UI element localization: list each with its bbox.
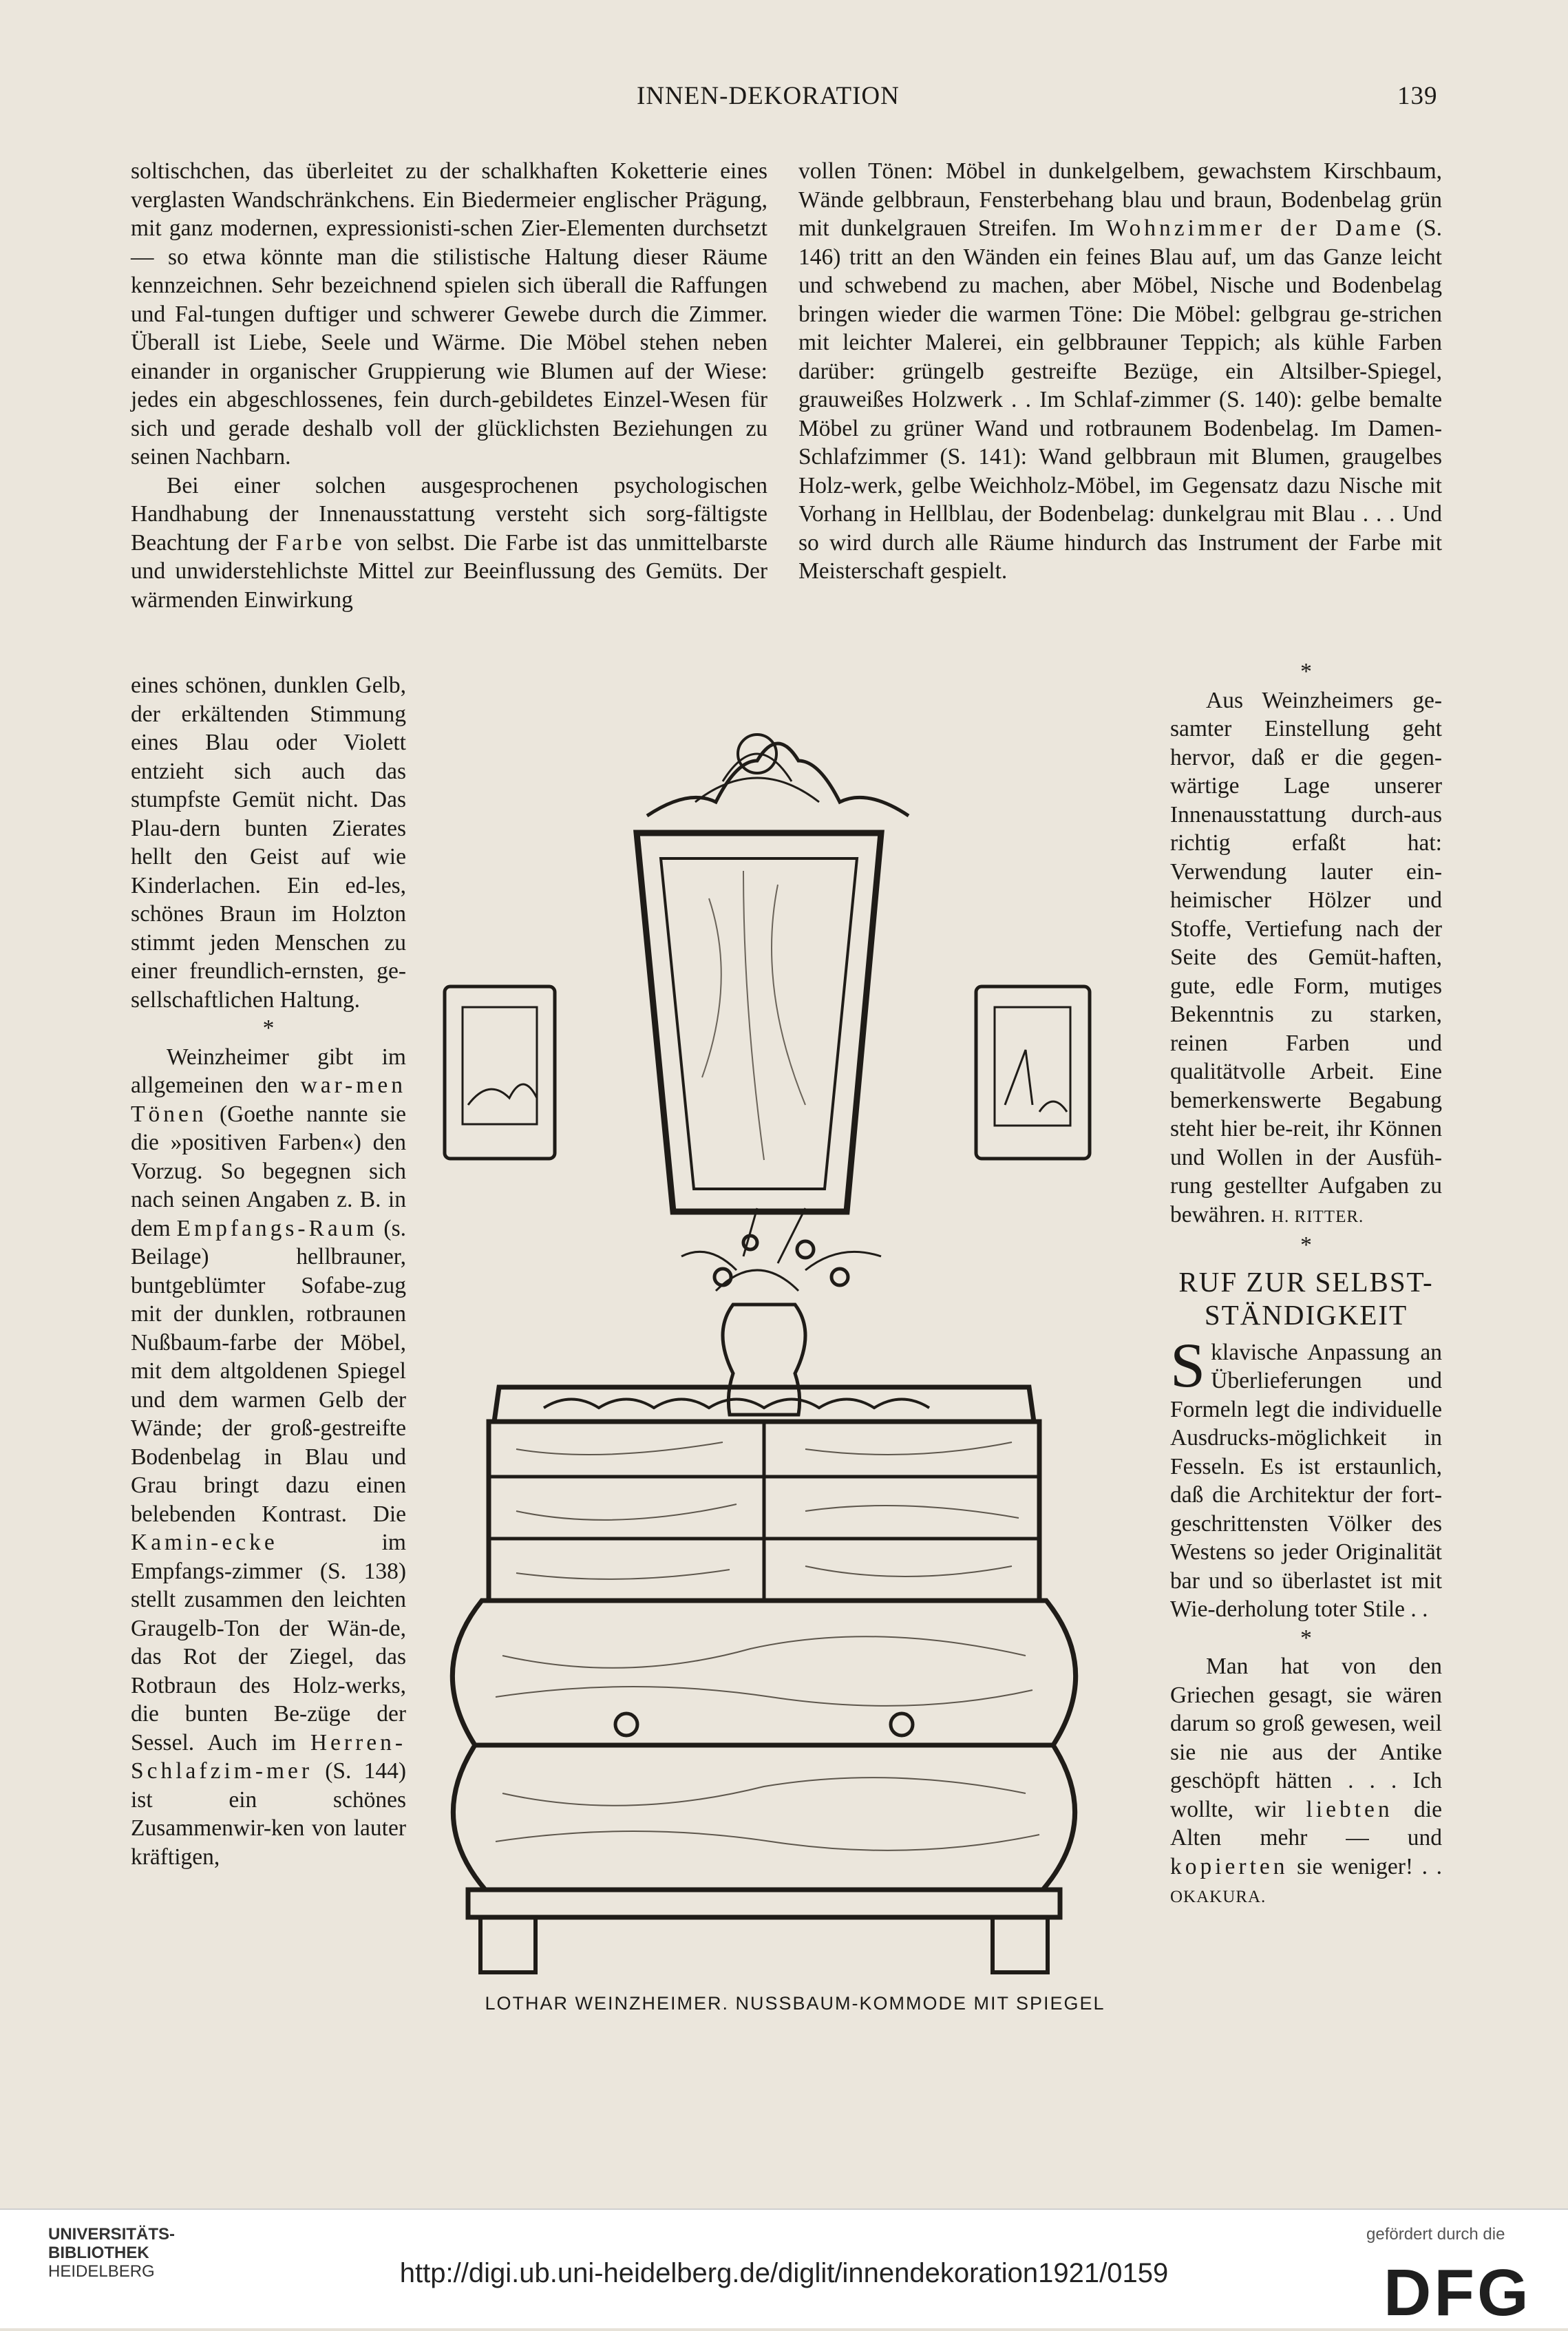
- figure-caption: LOTHAR WEINZHEIMER. NUSSBAUM-KOMMODE MIT SPIEGEL: [485, 1993, 1105, 2014]
- page-number: 139: [1397, 82, 1438, 110]
- paragraph: vollen Tönen: Möbel in dunkelgelbem, gewachstem Kirschbaum, Wände gelbbraun, Fensterbehang blau und braun, Bodenbelag grün mit dunkelgrauen Streifen. Im Wohnzimmer der Dame (S. 146) tritt an den Wänden ein feines Blau auf, um das Ganze leicht und schwebend zu machen, aber Möbel, Nische und Bodenbelag bringen wieder die warmen Töne: Die Möbel: gelbgrau ge-strichen mit leichter Malerei, ein gelbbrauner Teppich; als kühle Farben darüber: grüngelb gestreifte Bezüge, ein Altsilber-Spiegel, grauweißes Holzwerk . . Im Schlaf-zimmer (S. 140): gelbe bemalte Möbel zu grüner Wand und rotbraunem Bodenbelag. Im Damen-Schlafzimmer (S. 141): Wand gelbbraun mit Blumen, graugelbes Holz-werk, gelbe Weichholz-Möbel, im Gegensatz dazu Nische mit Vorhang in Hellblau, der Bodenbelag: dunkelgrau mit Blau . . . Und so wird durch alle Räume hindurch das Instrument der Farbe mit Meisterschaft gespielt.: [798, 158, 1443, 584]
- funding-note: gefördert durch die: [1366, 2225, 1505, 2244]
- left-framed-picture: [445, 987, 555, 1159]
- digitization-footer: [0, 2208, 1568, 2328]
- dfg-logo[interactable]: DFG: [1384, 2256, 1532, 2330]
- dresser-illustration: [420, 678, 1149, 2000]
- spaced-word: Farbe: [275, 529, 346, 556]
- paragraph: Man hat von den Griechen gesagt, sie wären darum so groß gewesen, weil sie nie aus der Antike geschöpft hätten . . . Ich wollte, wir liebten die Alten mehr — und kopierten sie weniger! . . OKAKURA.: [1170, 1654, 1443, 1906]
- paragraph: Weinzheimer gibt im allgemeinen den war-men Tönen (Goethe nannte sie die »positiven Farben«) den Vorzug. So begegnen sich nach seinen Angaben z. B. in dem Empfangs-Raum (s. Beilage) hellbrauner, buntgeblümter Sofabe-zug mit der dunklen, rotbraunen Nußbaum-farbe der Möbel, mit dem altgoldenen Spiegel und dem warmen Gelb der Wände; der groß-gestreifte Bodenbelag in Blau und Grau bringt dazu einen belebenden Kontrast. Die Kamin-ecke im Empfangs-zimmer (S. 138) stellt zusammen den leichten Graugelb-Ton der Wän-de, das Rot der Ziegel, das Rotbraun des Holz-werks, die bunten Be-züge der Sessel. Auch im Herren-Schlafzim-mer (S. 144) ist ein schönes Zusammenwir-ken von lauter kräftigen,: [131, 1044, 407, 1870]
- source-url-link[interactable]: http://digi.ub.uni-heidelberg.de/diglit/innendekoration1921/0159: [399, 2258, 1169, 2288]
- left-column-top: [131, 157, 767, 614]
- left-column-narrow: [131, 671, 406, 1871]
- paragraph: Bei einer solchen ausgesprochenen psychologischen Handhabung der Innenausstattung versteht sich sorg-fältigste Beachtung der Farbe von selbst. Die Farbe ist das unmittelbarste und unwiderstehlichste Mittel zur Beeinflussung des Gemüts. Der wärmenden Einwirkung: [131, 472, 768, 613]
- paragraph: soltischchen, das überleitet zu der schalkhaften Koketterie eines verglasten Wandschränkchens. Ein Biedermeier englischer Prägung, mit ganz modernen, expressionisti-schen Zier-Elementen durchsetzt — so etwa könnte man die stilistische Haltung dieser Räume kennzeichnen. Sehr bezeichnend spielen sich überall die Raffungen und Fal-tungen duftiger und schwerer Gewebe durch die Zimmer. Überall ist Liebe, Seele und Wärme. Die Möbel stehen neben einander in organischer Gruppierung wie Blumen auf der Wiese: jedes ein abgeschlossenes, fein durch-gebildetes Einzel-Wesen für sich und gerade deshalb voll der glücklichsten Beziehungen zu seinen Nachbarn.: [131, 158, 767, 470]
- right-foot: [993, 1917, 1048, 1972]
- bombe-lower-drawer: [453, 1745, 1074, 1890]
- plinth: [468, 1890, 1060, 1917]
- right-column-narrow: [1170, 657, 1442, 1912]
- author-signature: H. RITTER.: [1271, 1207, 1364, 1226]
- running-title: INNEN-DEKORATION: [637, 82, 900, 110]
- section-star: *: [1300, 659, 1312, 684]
- author-signature: OKAKURA.: [1170, 1888, 1267, 1906]
- bombe-drawer: [452, 1601, 1075, 1745]
- library-logo[interactable]: UNIVERSITÄTS- BIBLIOTHEK HEIDELBERG: [48, 2225, 176, 2281]
- paragraph: eines schönen, dunklen Gelb, der erkältenden Stimmung eines Blau oder Violett entzieht sich auch das stumpfste Gemüt nicht. Das Plau-dern bunten Zierates hellt den Geist auf wie Kinderlachen. Ein ed-les, schönes Braun im Holzton stimmt jeden Menschen zu einer freundlich-ernsten, ge-sellschaftlichen Haltung.: [131, 673, 406, 1013]
- paragraph: Aus Weinzheimers ge-samter Einstellung geht hervor, daß er die gegen-wärtige Lage unserer Innenausstattung durch-aus richtig erfaßt hat: Verwendung lauter ein-heimischer Hölzer und Stoffe, Vertiefung nach der Seite des Gemüt-haften, gute, edle Form, mutiges Bekenntnis zu starken, reinen Farben und qualitätvolle Arbeit. Eine bemerkenswerte Begabung steht hier be-reit, ihr Können und Wollen in der Ausfüh-rung gestellter Aufgaben zu bewähren. H. RITTER.: [1170, 687, 1442, 1227]
- right-column-top: [798, 157, 1442, 586]
- right-framed-picture: [976, 987, 1090, 1159]
- section-star: *: [262, 1015, 275, 1041]
- section-star: *: [1300, 1232, 1312, 1258]
- mirror-frame: [637, 833, 881, 1212]
- left-foot: [480, 1917, 536, 1972]
- section-star: *: [1300, 1625, 1312, 1651]
- section-heading: RUF ZUR SELBST-STÄNDIGKEIT: [1178, 1265, 1434, 1331]
- paragraph: Sklavische Anpassung an Überlieferungen und Formeln legt die individuelle Ausdrucks-möglichkeit in Fesseln. Es ist erstaunlich, daß die Architektur der fort-geschrittensten Völker des Westens so jeder Originalität bar und so überlastet ist mit Wie-derholung toter Stile . .: [1170, 1329, 1442, 1622]
- drop-cap: S: [1170, 1329, 1206, 1400]
